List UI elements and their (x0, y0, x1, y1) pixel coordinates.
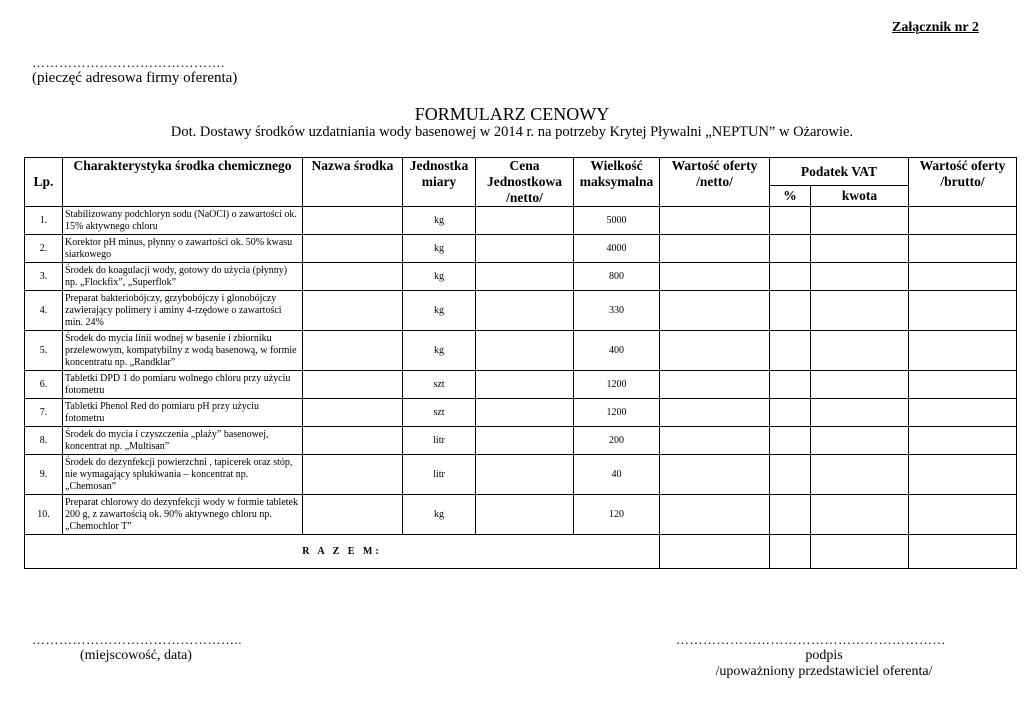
row-lp: 7. (25, 399, 63, 427)
row-vat-amount-cell[interactable] (811, 207, 909, 235)
row-vat-amount-cell[interactable] (811, 455, 909, 495)
row-name-cell[interactable] (303, 427, 403, 455)
row-unit: kg (403, 495, 476, 535)
header-offer-net: Wartość oferty /netto/ (660, 158, 770, 207)
row-description: Środek do koagulacji wody, gotowy do użycia (płynny) np. „Flockfix”, „Superflok” (63, 263, 303, 291)
row-offer-net-cell[interactable] (660, 291, 770, 331)
row-unit: litr (403, 427, 476, 455)
row-offer-gross-cell[interactable] (909, 495, 1017, 535)
stamp-dotted-line: ……………………………………. (32, 55, 225, 70)
header-lp: Lp. (25, 158, 63, 207)
row-unit-price-cell[interactable] (476, 235, 574, 263)
row-lp: 8. (25, 427, 63, 455)
row-vat-amount-cell[interactable] (811, 331, 909, 371)
stamp-label: (pieczęć adresowa firmy oferenta) (32, 70, 238, 86)
place-date-dotted-line: ……………………………………….. (32, 632, 242, 647)
row-offer-net-cell[interactable] (660, 207, 770, 235)
header-quantity: Wielkość maksymalna (574, 158, 660, 207)
row-name-cell[interactable] (303, 263, 403, 291)
row-vat-percent-cell[interactable] (770, 427, 811, 455)
row-vat-percent-cell[interactable] (770, 235, 811, 263)
table-row (25, 495, 1017, 535)
row-lp: 9. (25, 455, 63, 495)
row-quantity: 120 (574, 495, 660, 535)
row-lp: 10. (25, 495, 63, 535)
row-vat-amount-cell[interactable] (811, 427, 909, 455)
row-vat-amount-cell[interactable] (811, 399, 909, 427)
row-quantity: 400 (574, 331, 660, 371)
total-offer-net-cell[interactable] (660, 535, 770, 569)
row-unit-price-cell[interactable] (476, 291, 574, 331)
row-offer-gross-cell[interactable] (909, 207, 1017, 235)
row-offer-net-cell[interactable] (660, 455, 770, 495)
document-title: FORMULARZ CENOWY (414, 104, 610, 124)
row-unit: kg (403, 207, 476, 235)
row-lp: 2. (25, 235, 63, 263)
document-subtitle: Dot. Dostawy środków uzdatniania wody basenowej w 2014 r. na potrzeby Krytej Pływalni „NEPTUN” w Ożarowie. (170, 124, 854, 140)
header-vat-percent: % (770, 186, 811, 207)
row-offer-gross-cell[interactable] (909, 399, 1017, 427)
table-row (25, 331, 1017, 371)
row-name-cell[interactable] (303, 331, 403, 371)
table-row (25, 427, 1017, 455)
row-description: Stabilizowany podchloryn sodu (NaOCl) o zawartości ok. 15% aktywnego chloru (63, 207, 303, 235)
header-name: Nazwa środka (303, 158, 403, 207)
row-vat-amount-cell[interactable] (811, 371, 909, 399)
row-name-cell[interactable] (303, 235, 403, 263)
row-offer-gross-cell[interactable] (909, 291, 1017, 331)
row-unit: kg (403, 291, 476, 331)
row-offer-net-cell[interactable] (660, 399, 770, 427)
row-description: Środek do mycia i czyszczenia „plaży” basenowej, koncentrat np. „Multisan” (63, 427, 303, 455)
row-vat-percent-cell[interactable] (770, 207, 811, 235)
row-offer-net-cell[interactable] (660, 235, 770, 263)
header-offer-gross: Wartość oferty /brutto/ (909, 158, 1017, 207)
row-lp: 3. (25, 263, 63, 291)
row-quantity: 200 (574, 427, 660, 455)
row-unit-price-cell[interactable] (476, 207, 574, 235)
row-offer-gross-cell[interactable] (909, 455, 1017, 495)
row-unit: szt (403, 371, 476, 399)
total-vat-amount-cell[interactable] (811, 535, 909, 569)
row-quantity: 1200 (574, 371, 660, 399)
row-vat-percent-cell[interactable] (770, 495, 811, 535)
row-offer-gross-cell[interactable] (909, 371, 1017, 399)
row-vat-percent-cell[interactable] (770, 399, 811, 427)
row-lp: 4. (25, 291, 63, 331)
header-unit: Jednostka miary (403, 158, 476, 207)
table-row (25, 371, 1017, 399)
row-offer-net-cell[interactable] (660, 427, 770, 455)
total-offer-gross-cell[interactable] (909, 535, 1017, 569)
row-unit: kg (403, 263, 476, 291)
price-table (24, 157, 1017, 569)
total-vat-percent-cell[interactable] (770, 535, 811, 569)
signature-label: podpis (805, 648, 843, 663)
header-vat-amount: kwota (811, 186, 909, 207)
row-description: Preparat chlorowy do dezynfekcji wody w formie tabletek 200 g, z zawartością ok. 90% aktywnego chloru np. „Chemochlor T” (63, 495, 303, 535)
row-unit-price-cell[interactable] (476, 427, 574, 455)
row-quantity: 5000 (574, 207, 660, 235)
representative-label: /upoważniony przedstawiciel oferenta/ (715, 664, 933, 679)
row-description: Środek do dezynfekcji powierzchni , tapicerek oraz stóp, nie wymagający spłukiwania – koncentrat np. „Chemosan” (63, 455, 303, 495)
header-characteristic: Charakterystyka środka chemicznego (63, 158, 303, 207)
row-vat-amount-cell[interactable] (811, 495, 909, 535)
row-offer-gross-cell[interactable] (909, 427, 1017, 455)
row-offer-net-cell[interactable] (660, 495, 770, 535)
place-date-label: (miejscowość, data) (80, 648, 192, 663)
header-vat: Podatek VAT (770, 158, 909, 186)
row-vat-percent-cell[interactable] (770, 291, 811, 331)
row-vat-percent-cell[interactable] (770, 263, 811, 291)
row-offer-gross-cell[interactable] (909, 263, 1017, 291)
table-row (25, 399, 1017, 427)
row-unit-price-cell[interactable] (476, 399, 574, 427)
row-name-cell[interactable] (303, 207, 403, 235)
row-vat-amount-cell[interactable] (811, 291, 909, 331)
row-quantity: 40 (574, 455, 660, 495)
row-vat-percent-cell[interactable] (770, 455, 811, 495)
row-offer-net-cell[interactable] (660, 371, 770, 399)
row-description: Środek do mycia linii wodnej w basenie i zbiorniku przelewowym, kompatybilny z wodą basenową, w formie koncentratu np. „Randklar” (63, 331, 303, 371)
row-quantity: 1200 (574, 399, 660, 427)
row-offer-net-cell[interactable] (660, 263, 770, 291)
row-unit-price-cell[interactable] (476, 331, 574, 371)
table-row (25, 235, 1017, 263)
header-unit-price: Cena Jednostkowa /netto/ (476, 158, 574, 207)
row-name-cell[interactable] (303, 399, 403, 427)
row-name-cell[interactable] (303, 291, 403, 331)
row-quantity: 330 (574, 291, 660, 331)
row-vat-percent-cell[interactable] (770, 371, 811, 399)
table-row (25, 263, 1017, 291)
row-unit: kg (403, 331, 476, 371)
row-description: Preparat bakteriobójczy, grzybobójczy i glonobójczy zawierający polimery i aminy 4-rzędowe o zawartości min. 24% (63, 291, 303, 331)
row-unit-price-cell[interactable] (476, 371, 574, 399)
table-row (25, 291, 1017, 331)
row-quantity: 4000 (574, 235, 660, 263)
row-name-cell[interactable] (303, 455, 403, 495)
row-unit: kg (403, 235, 476, 263)
row-unit: litr (403, 455, 476, 495)
row-quantity: 800 (574, 263, 660, 291)
total-row (25, 535, 1017, 569)
row-unit-price-cell[interactable] (476, 495, 574, 535)
row-offer-gross-cell[interactable] (909, 235, 1017, 263)
row-name-cell[interactable] (303, 371, 403, 399)
row-description: Tabletki Phenol Red do pomiaru pH przy użyciu fotometru (63, 399, 303, 427)
table-row (25, 455, 1017, 495)
row-unit: szt (403, 399, 476, 427)
row-unit-price-cell[interactable] (476, 263, 574, 291)
signature-dotted-line: …………………………………………………… (676, 632, 946, 647)
table-row (25, 207, 1017, 235)
row-offer-net-cell[interactable] (660, 331, 770, 371)
row-lp: 5. (25, 331, 63, 371)
row-vat-amount-cell[interactable] (811, 235, 909, 263)
row-vat-percent-cell[interactable] (770, 331, 811, 371)
annex-number: Załącznik nr 2 (892, 20, 979, 35)
row-lp: 6. (25, 371, 63, 399)
row-offer-gross-cell[interactable] (909, 331, 1017, 371)
row-name-cell[interactable] (303, 495, 403, 535)
row-lp: 1. (25, 207, 63, 235)
row-unit-price-cell[interactable] (476, 455, 574, 495)
row-description: Tabletki DPD 1 do pomiaru wolnego chloru przy użyciu fotometru (63, 371, 303, 399)
row-vat-amount-cell[interactable] (811, 263, 909, 291)
row-description: Korektor pH minus, płynny o zawartości ok. 50% kwasu siarkowego (63, 235, 303, 263)
total-label: R A Z E M: (25, 535, 660, 569)
